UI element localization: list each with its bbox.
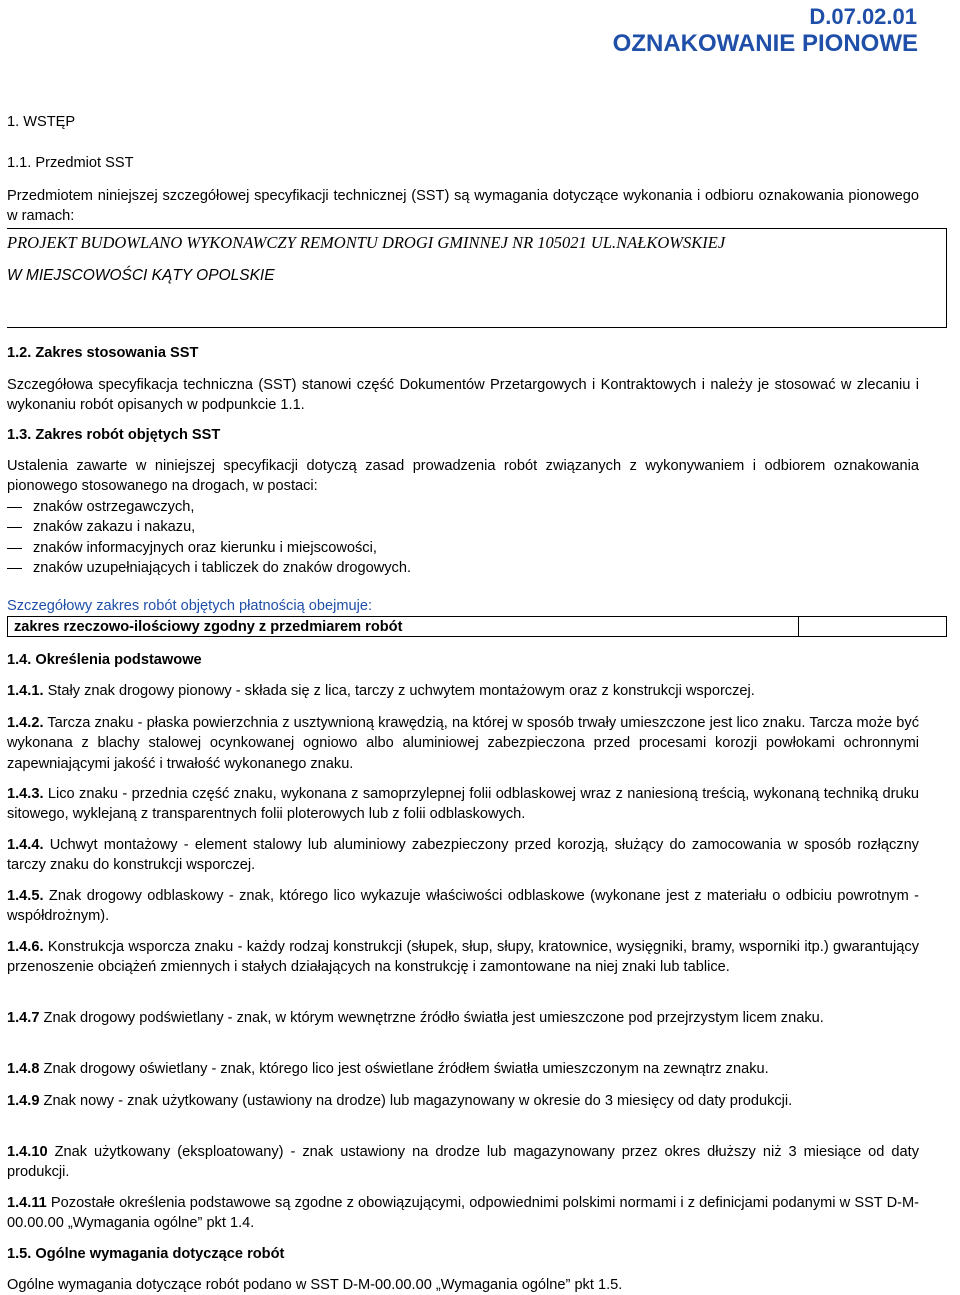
definition-item: 1.4.3. Lico znaku - przednia część znaku, wykonana z samoprzylepnej folii odblaskowej wraz z naniesioną treścią, wykonaną techniką druku sitowego, wyklejaną z transparentnych folii ploterowych lub z folii odblaskowych. xyxy=(7,786,919,823)
section-1-5-heading: 1.5. Ogólne wymagania dotyczące robót xyxy=(7,1246,285,1262)
spec-code: D.07.02.01 xyxy=(809,4,917,29)
project-name-box xyxy=(7,228,947,328)
section-1-1-text: Przedmiotem niniejszej szczegółowej specyfikacji technicznej (SST) są wymagania dotyczące wykonania i odbioru oznakowania pionowego w ramach: xyxy=(7,188,919,225)
dash-bullet xyxy=(7,548,22,549)
section-1-1-heading: 1.1. Przedmiot SST xyxy=(7,155,134,171)
definition-item: 1.4.8 Znak drogowy oświetlany - znak, którego lico jest oświetlane źródłem światła umieszczonym na zewnątrz znaku. xyxy=(7,1061,769,1077)
definition-item: 1.4.4. Uchwyt montażowy - element stalowy lub aluminiowy zabezpieczony przed korozją, służący do zamocowania w sposób rozłączny tarczy znaku do konstrukcji wsporczej. xyxy=(7,837,919,874)
dash-bullet xyxy=(7,527,22,528)
section-1-2-heading: 1.2. Zakres stosowania SST xyxy=(7,345,199,361)
definition-item: 1.4.1. Stały znak drogowy pionowy - składa się z lica, tarczy z uchwytem montażowym oraz z konstrukcji wsporczej. xyxy=(7,683,755,699)
payment-scope-table xyxy=(7,616,947,637)
definition-item: 1.4.11 Pozostałe określenia podstawowe są zgodne z obowiązującymi, odpowiednimi polskimi normami i z definicjami podanymi w SST D-M-00.00.00 „Wymagania ogólne” pkt 1.4. xyxy=(7,1195,919,1232)
definition-item: 1.4.5. Znak drogowy odblaskowy - znak, którego lico wykazuje właściwości odblaskowe (wykonane jest z materiału o odbiciu powrotnym - współdrożnym). xyxy=(7,888,920,925)
spec-title: OZNAKOWANIE PIONOWE xyxy=(612,30,918,57)
section-1-4-heading: 1.4. Określenia podstawowe xyxy=(7,652,202,668)
definition-item: 1.4.6. Konstrukcja wsporcza znaku - każdy rodzaj konstrukcji (słupek, słup, słupy, kratownice, wysięgniki, bramy, wsporniki itp.) gwarantujący przenoszenie obciążeń zmiennych i stałych działających na konstrukcję i zamontowane na niej znaki lub tablice. xyxy=(7,939,919,976)
dash-bullet xyxy=(7,568,22,569)
definition-item: 1.4.7 Znak drogowy podświetlany - znak, w którym wewnętrzne źródło światła jest umieszczone pod przejrzystym licem znaku. xyxy=(7,1010,824,1026)
project-name-line-2: W MIEJSCOWOŚCI KĄTY OPOLSKIE xyxy=(7,267,275,284)
dash-bullet xyxy=(7,507,22,508)
project-name-line-1: PROJEKT BUDOWLANO WYKONAWCZY REMONTU DROGI GMINNEJ NR 105021 UL.NAŁKOWSKIEJ xyxy=(7,233,726,252)
payment-scope-value: zakres rzeczowo-ilościowy zgodny z przedmiarem robót xyxy=(14,619,403,635)
document-page: D.07.02.01 OZNAKOWANIE PIONOWE 1. WSTĘP 1.1. Przedmiot SST Przedmiotem niniejszej szczegółowej specyfikacji technicznej (SST) są wymagania dotyczące wykonania i odbioru oznakowania pionowego w ramach: PROJEKT BUDOWLANO WYKONAWCZY REMONTU DROGI GMINNEJ NR 105021 UL.NAŁKOWSKIEJ W MIEJSCOWOŚCI KĄTY OPOLSKIE 1.2. Zakres stosowania SST Szczegółowa specyfikacja techniczna (SST) stanowi część Dokumentów Przetargowych i Kontraktowych i należy je stosować w zlecaniu i wykonaniu robót opisanych w podpunkcie 1.1. 1.3. Zakres robót objętych SST Ustalenia zawarte w niniejszej specyfikacji dotyczą zasad prowadzenia robót związanych z wykonywaniem i odbiorem oznakowania pionowego stosowanego na drogach, w postaci: znaków ostrzegawczych, znaków zakazu i nakazu, znaków informacyjnych oraz kierunku i miejscowości, znaków uzupełniających i tabliczek do znaków drogowych. Szczegółowy zakres robót objętych płatnością obejmuje: zakres rzeczowo-ilościowy zgodny z przedmiarem robót 1.4. Określenia podstawowe 1.4.1. Stały znak drogowy pionowy - składa się z lica, tarczy z uchwytem montażowym oraz z konstrukcji wsporczej. 1.4.2. Tarcza znaku - płaska powierzchnia z usztywnioną krawędzią, na której w sposób trwały umieszczone jest lico znaku. Tarcza może być wykonana z blachy stalowej ocynkowanej ogniowo albo aluminiowej zabezpieczona przed procesami korozji powłokami ochronnymi zapewniającymi jakość i trwałość wykonanego znaku. 1.4.3. Lico znaku - przednia część znaku, wykonana z samoprzylepnej folii odblaskowej wraz z naniesioną treścią, wykonaną techniką druku sitowego, wyklejaną z transparentnych folii ploterowych lub z folii odblaskowych. 1.4.4. Uchwyt montażowy - element stalowy lub aluminiowy zabezpieczony przed korozją, służący do zamocowania w sposób rozłączny tarczy znaku do konstrukcji wsporczej. 1.4.5. Znak drogowy odblaskowy - znak, którego lico wykazuje właściwości odblaskowe (wykonane jest z materiału o odbiciu powrotnym - współdrożnym). 1.4.6. Konstrukcja wsporcza znaku - każdy rodzaj konstrukcji (słupek, słup, słupy, kratownice, wysięgniki, bramy, wsporniki itp.) gwarantujący przenoszenie obciążeń zmiennych i stałych działających na konstrukcję i zamontowane na niej znaki lub tablice. 1.4.7 Znak drogowy podświetlany - znak, w którym wewnętrzne źródło światła jest umieszczone pod przejrzystym licem znaku. 1.4.8 Znak drogowy oświetlany - znak, którego lico jest oświetlane źródłem światła umieszczonym na zewnątrz znaku. 1.4.9 Znak nowy - znak użytkowany (ustawiony na drodze) lub magazynowany w okresie do 3 miesięcy od daty produkcji. 1.4.10 Znak użytkowany (eksploatowany) - znak ustawiony na drodze lub magazynowany przez okres dłuższy niż 3 miesiące od daty produkcji. 1.4.11 Pozostałe określenia podstawowe są zgodne z obowiązującymi, odpowiednimi polskimi normami i z definicjami podanymi w SST D-M-00.00.00 „Wymagania ogólne” pkt 1.4. 1.5. Ogólne wymagania dotyczące robót Ogólne wymagania dotyczące robót podano w SST D-M-00.00.00 „Wymagania ogólne” pkt 1.5. xyxy=(0,0,960,1295)
section-1-3-text: Ustalenia zawarte w niniejszej specyfikacji dotyczą zasad prowadzenia robót związanych z wykonywaniem i odbiorem oznakowania pionowego stosowanego na drogach, w postaci: xyxy=(7,458,919,495)
payment-scope-label: Szczegółowy zakres robót objętych płatnością obejmuje: xyxy=(7,598,373,614)
section-1-heading: 1. WSTĘP xyxy=(7,114,76,130)
section-1-5-text: Ogólne wymagania dotyczące robót podano w SST D-M-00.00.00 „Wymagania ogólne” pkt 1.5. xyxy=(7,1277,623,1293)
table-divider xyxy=(798,617,799,636)
definition-item: 1.4.10 Znak użytkowany (eksploatowany) - znak ustawiony na drodze lub magazynowany przez okres dłuższy niż 3 miesiące od daty produkcji. xyxy=(7,1144,919,1181)
definition-item: 1.4.2. Tarcza znaku - płaska powierzchnia z usztywnioną krawędzią, na której w sposób trwały umieszczone jest lico znaku. Tarcza może być wykonana z blachy stalowej ocynkowanej ogniowo albo aluminiowej zabezpieczona przed procesami korozji powłokami ochronnymi zapewniającymi jakość i trwałość wykonanego znaku. xyxy=(7,715,919,772)
section-1-3-heading: 1.3. Zakres robót objętych SST xyxy=(7,427,221,443)
definition-item: 1.4.9 Znak nowy - znak użytkowany (ustawiony na drodze) lub magazynowany w okresie do 3 miesięcy od daty produkcji. xyxy=(7,1093,793,1109)
section-1-2-text: Szczegółowa specyfikacja techniczna (SST) stanowi część Dokumentów Przetargowych i Kontraktowych i należy je stosować w zlecaniu i wykonaniu robót opisanych w podpunkcie 1.1. xyxy=(7,377,919,414)
